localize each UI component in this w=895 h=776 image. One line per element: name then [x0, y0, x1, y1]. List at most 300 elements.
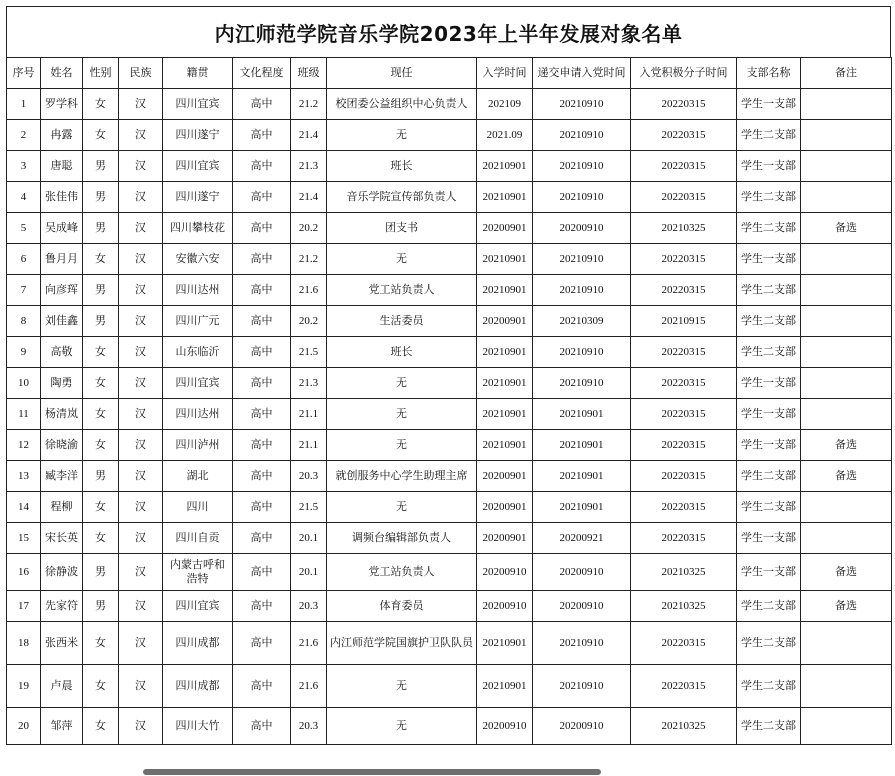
table-cell: 20210901 [533, 492, 631, 523]
table-cell: 校团委公益组织中心负责人 [327, 89, 477, 120]
table-cell: 高中 [233, 622, 291, 665]
table-cell: 四川大竹 [163, 708, 233, 745]
table-cell: 20210910 [533, 120, 631, 151]
table-cell: 女 [83, 665, 119, 708]
table-row [7, 430, 892, 461]
table-cell: 汉 [119, 430, 163, 461]
table-cell: 班长 [327, 151, 477, 182]
table-cell: 备选 [801, 591, 892, 622]
table-cell: 20200901 [477, 306, 533, 337]
table-cell: 20220315 [631, 120, 737, 151]
table-row [7, 622, 892, 665]
table-cell: 16 [7, 554, 41, 591]
horizontal-scrollbar[interactable] [143, 769, 601, 775]
table-cell: 汉 [119, 492, 163, 523]
table-cell: 党工站负责人 [327, 554, 477, 591]
table-cell: 程柳 [41, 492, 83, 523]
table-cell: 学生一支部 [737, 399, 801, 430]
table-row [7, 306, 892, 337]
column-header: 现任 [327, 58, 477, 89]
table-cell: 女 [83, 492, 119, 523]
table-cell: 四川宜宾 [163, 89, 233, 120]
table-cell: 四川达州 [163, 275, 233, 306]
table-cell: 女 [83, 244, 119, 275]
table-cell: 20210910 [533, 182, 631, 213]
table-cell: 20210910 [533, 622, 631, 665]
table-cell: 20220315 [631, 430, 737, 461]
table-row [7, 244, 892, 275]
table-cell: 学生一支部 [737, 244, 801, 275]
table-cell: 杨清岚 [41, 399, 83, 430]
column-header: 籍贯 [163, 58, 233, 89]
table-cell: 20210325 [631, 708, 737, 745]
table-cell [801, 182, 892, 213]
table-cell: 学生二支部 [737, 461, 801, 492]
table-cell: 备选 [801, 554, 892, 591]
table-row [7, 399, 892, 430]
table-cell: 20.2 [291, 306, 327, 337]
table-body [7, 89, 892, 745]
table-cell: 20220315 [631, 368, 737, 399]
table-cell: 汉 [119, 591, 163, 622]
column-header: 支部名称 [737, 58, 801, 89]
table-row [7, 554, 892, 591]
table-cell: 20.1 [291, 523, 327, 554]
table-cell: 20210325 [631, 554, 737, 591]
table-cell: 3 [7, 151, 41, 182]
table-cell: 高中 [233, 399, 291, 430]
table-cell: 学生二支部 [737, 182, 801, 213]
table-cell: 张西米 [41, 622, 83, 665]
table-cell: 学生二支部 [737, 708, 801, 745]
table-row [7, 89, 892, 120]
table-cell: 四川广元 [163, 306, 233, 337]
table-cell: 20.3 [291, 708, 327, 745]
table-cell: 湖北 [163, 461, 233, 492]
table-cell: 男 [83, 151, 119, 182]
column-header: 性别 [83, 58, 119, 89]
table-cell: 20200910 [533, 708, 631, 745]
table-cell: 四川遂宁 [163, 182, 233, 213]
table-cell: 女 [83, 708, 119, 745]
table-cell: 党工站负责人 [327, 275, 477, 306]
table-cell: 汉 [119, 622, 163, 665]
table-cell: 20210910 [533, 151, 631, 182]
table-row [7, 665, 892, 708]
table-cell [801, 89, 892, 120]
table-cell [801, 306, 892, 337]
table-cell: 20210901 [477, 244, 533, 275]
table-cell: 学生二支部 [737, 591, 801, 622]
table-cell: 高中 [233, 430, 291, 461]
table-cell: 汉 [119, 665, 163, 708]
table-cell [801, 151, 892, 182]
document-title: 内江师范学院音乐学院2023年上半年发展对象名单 [214, 21, 683, 46]
table-cell: 高中 [233, 244, 291, 275]
column-header: 备注 [801, 58, 892, 89]
table-cell [801, 399, 892, 430]
table-cell: 四川自贡 [163, 523, 233, 554]
table-cell: 四川成都 [163, 622, 233, 665]
table-cell: 20.1 [291, 554, 327, 591]
table-cell: 女 [83, 368, 119, 399]
table-cell: 高中 [233, 337, 291, 368]
table-cell: 20220315 [631, 151, 737, 182]
column-header: 姓名 [41, 58, 83, 89]
table-cell: 21.5 [291, 337, 327, 368]
table-cell: 学生一支部 [737, 430, 801, 461]
table-cell: 高中 [233, 368, 291, 399]
table-cell: 内蒙古呼和浩特 [163, 554, 233, 591]
column-header: 入学时间 [477, 58, 533, 89]
table-cell: 徐静波 [41, 554, 83, 591]
table-cell: 学生二支部 [737, 306, 801, 337]
table-cell: 学生一支部 [737, 554, 801, 591]
table-cell: 无 [327, 244, 477, 275]
table-cell: 汉 [119, 554, 163, 591]
table-cell: 19 [7, 665, 41, 708]
table-cell: 学生二支部 [737, 120, 801, 151]
table-cell: 汉 [119, 151, 163, 182]
table-cell: 14 [7, 492, 41, 523]
table-cell: 20210910 [533, 665, 631, 708]
column-header: 序号 [7, 58, 41, 89]
table-cell: 20210325 [631, 213, 737, 244]
table-cell: 四川 [163, 492, 233, 523]
table-cell: 四川成都 [163, 665, 233, 708]
table-cell: 宋长英 [41, 523, 83, 554]
table-cell: 21.6 [291, 665, 327, 708]
table-cell: 20210915 [631, 306, 737, 337]
table-cell: 20200901 [477, 492, 533, 523]
table-cell: 高中 [233, 306, 291, 337]
table-cell: 汉 [119, 120, 163, 151]
table-cell: 先家符 [41, 591, 83, 622]
table-cell: 音乐学院宣传部负责人 [327, 182, 477, 213]
table-row [7, 337, 892, 368]
table-cell: 冉露 [41, 120, 83, 151]
table-cell: 学生一支部 [737, 523, 801, 554]
table-cell: 20220315 [631, 89, 737, 120]
table-cell: 9 [7, 337, 41, 368]
table-cell: 21.2 [291, 244, 327, 275]
table-cell: 10 [7, 368, 41, 399]
table-cell: 学生二支部 [737, 492, 801, 523]
table-row [7, 523, 892, 554]
table-cell: 学生二支部 [737, 622, 801, 665]
table-cell: 20210901 [477, 622, 533, 665]
table-cell: 21.5 [291, 492, 327, 523]
column-header: 文化程度 [233, 58, 291, 89]
table-cell: 20220315 [631, 665, 737, 708]
table-cell: 高中 [233, 120, 291, 151]
table-cell: 20210901 [477, 275, 533, 306]
table-row [7, 708, 892, 745]
table-cell: 21.1 [291, 430, 327, 461]
table-cell: 无 [327, 708, 477, 745]
table-cell: 男 [83, 306, 119, 337]
table-row [7, 151, 892, 182]
table-cell: 四川达州 [163, 399, 233, 430]
table-cell: 四川宜宾 [163, 591, 233, 622]
table-cell: 高中 [233, 182, 291, 213]
table-cell: 汉 [119, 89, 163, 120]
column-header: 班级 [291, 58, 327, 89]
table-cell: 21.4 [291, 120, 327, 151]
table-cell: 2 [7, 120, 41, 151]
table-row [7, 591, 892, 622]
table-cell: 20.3 [291, 591, 327, 622]
table-cell: 20210901 [477, 430, 533, 461]
table-cell: 11 [7, 399, 41, 430]
roster-table [6, 57, 892, 745]
table-row [7, 461, 892, 492]
table-cell: 20210901 [477, 665, 533, 708]
table-cell: 陶勇 [41, 368, 83, 399]
table-cell: 团支书 [327, 213, 477, 244]
table-cell: 7 [7, 275, 41, 306]
table-cell: 20210910 [533, 244, 631, 275]
table-cell: 刘佳鑫 [41, 306, 83, 337]
table-cell: 20200910 [477, 591, 533, 622]
table-cell: 无 [327, 368, 477, 399]
table-cell: 山东临沂 [163, 337, 233, 368]
table-cell: 无 [327, 430, 477, 461]
table-cell: 高中 [233, 591, 291, 622]
table-cell [801, 275, 892, 306]
table-cell: 汉 [119, 708, 163, 745]
table-row [7, 213, 892, 244]
table-cell: 20210901 [477, 337, 533, 368]
table-cell: 20200910 [533, 591, 631, 622]
table-cell [801, 120, 892, 151]
table-cell: 20 [7, 708, 41, 745]
table-cell: 男 [83, 554, 119, 591]
table-cell: 高中 [233, 523, 291, 554]
table-cell: 卢晨 [41, 665, 83, 708]
table-cell: 学生一支部 [737, 89, 801, 120]
table-cell: 20210901 [477, 182, 533, 213]
table-cell: 学生二支部 [737, 275, 801, 306]
table-cell: 1 [7, 89, 41, 120]
table-cell [801, 492, 892, 523]
table-cell: 20220315 [631, 492, 737, 523]
table-cell: 汉 [119, 337, 163, 368]
table-cell: 20210325 [631, 591, 737, 622]
table-cell: 汉 [119, 368, 163, 399]
table-cell: 生活委员 [327, 306, 477, 337]
table-cell: 20210910 [533, 368, 631, 399]
table-cell: 女 [83, 120, 119, 151]
table-cell: 女 [83, 523, 119, 554]
table-cell: 20200910 [533, 213, 631, 244]
table-row [7, 492, 892, 523]
table-cell: 20210901 [477, 399, 533, 430]
table-cell: 6 [7, 244, 41, 275]
table-cell: 20220315 [631, 275, 737, 306]
table-cell: 20.3 [291, 461, 327, 492]
table-cell: 鲁月月 [41, 244, 83, 275]
table-cell: 张佳伟 [41, 182, 83, 213]
table-cell: 20200910 [477, 554, 533, 591]
table-cell: 邹萍 [41, 708, 83, 745]
table-cell: 20220315 [631, 461, 737, 492]
table-cell: 内江师范学院国旗护卫队队员 [327, 622, 477, 665]
table-cell: 4 [7, 182, 41, 213]
table-cell: 汉 [119, 244, 163, 275]
table-cell: 20220315 [631, 337, 737, 368]
table-cell: 学生一支部 [737, 151, 801, 182]
table-cell [801, 665, 892, 708]
table-cell: 21.6 [291, 275, 327, 306]
table-row [7, 368, 892, 399]
table-cell: 高中 [233, 89, 291, 120]
table-cell: 2021.09 [477, 120, 533, 151]
table-cell: 无 [327, 492, 477, 523]
table-cell: 安徽六安 [163, 244, 233, 275]
table-cell: 20210910 [533, 89, 631, 120]
table-cell: 高中 [233, 708, 291, 745]
table-cell: 高中 [233, 554, 291, 591]
table-cell: 20200910 [477, 708, 533, 745]
table-cell: 汉 [119, 306, 163, 337]
table-cell: 高中 [233, 213, 291, 244]
table-cell: 臧李洋 [41, 461, 83, 492]
table-cell: 高敬 [41, 337, 83, 368]
table-cell: 男 [83, 182, 119, 213]
table-cell: 20210901 [477, 368, 533, 399]
table-cell: 学生一支部 [737, 368, 801, 399]
table-cell: 8 [7, 306, 41, 337]
table-cell: 四川泸州 [163, 430, 233, 461]
table-cell: 备选 [801, 213, 892, 244]
table-cell: 21.3 [291, 368, 327, 399]
table-cell: 20200910 [533, 554, 631, 591]
table-cell: 20210901 [533, 430, 631, 461]
table-cell: 无 [327, 665, 477, 708]
table-cell: 20210910 [533, 275, 631, 306]
table-cell: 女 [83, 622, 119, 665]
table-cell: 20220315 [631, 182, 737, 213]
table-cell: 学生二支部 [737, 337, 801, 368]
table-cell: 20200901 [477, 213, 533, 244]
table-cell: 12 [7, 430, 41, 461]
table-cell: 女 [83, 399, 119, 430]
table-row [7, 275, 892, 306]
table-cell: 20200901 [477, 523, 533, 554]
table-cell: 高中 [233, 275, 291, 306]
table-cell: 汉 [119, 275, 163, 306]
table-cell: 女 [83, 337, 119, 368]
table-cell [801, 244, 892, 275]
table-cell: 调频台编辑部负责人 [327, 523, 477, 554]
table-cell: 18 [7, 622, 41, 665]
table-cell: 四川遂宁 [163, 120, 233, 151]
table-cell: 17 [7, 591, 41, 622]
table-cell: 21.3 [291, 151, 327, 182]
table-cell: 20220315 [631, 523, 737, 554]
table-cell: 20210910 [533, 337, 631, 368]
table-cell: 20210309 [533, 306, 631, 337]
table-cell: 男 [83, 591, 119, 622]
table-cell: 5 [7, 213, 41, 244]
table-cell: 无 [327, 120, 477, 151]
table-cell: 20210901 [533, 461, 631, 492]
table-cell: 20210901 [533, 399, 631, 430]
table-cell: 学生二支部 [737, 213, 801, 244]
table-cell: 202109 [477, 89, 533, 120]
table-cell: 就创服务中心学生助理主席 [327, 461, 477, 492]
table-cell: 吴成峰 [41, 213, 83, 244]
table-cell: 四川宜宾 [163, 151, 233, 182]
table-cell: 21.6 [291, 622, 327, 665]
table-cell: 备选 [801, 430, 892, 461]
table-cell: 20200921 [533, 523, 631, 554]
table-cell: 20220315 [631, 622, 737, 665]
table-cell: 20210901 [477, 151, 533, 182]
table-row [7, 182, 892, 213]
table-cell: 高中 [233, 151, 291, 182]
column-header: 入党积极分子时间 [631, 58, 737, 89]
table-cell [801, 337, 892, 368]
table-cell: 女 [83, 89, 119, 120]
table-cell [801, 368, 892, 399]
table-cell: 20220315 [631, 399, 737, 430]
table-cell: 男 [83, 461, 119, 492]
table-cell: 21.2 [291, 89, 327, 120]
title-row [6, 6, 891, 57]
column-header: 递交申请入党时间 [533, 58, 631, 89]
table-cell: 汉 [119, 523, 163, 554]
table-cell: 男 [83, 213, 119, 244]
table-cell: 徐晓渝 [41, 430, 83, 461]
table-cell: 罗学科 [41, 89, 83, 120]
table-cell [801, 708, 892, 745]
table-cell: 高中 [233, 492, 291, 523]
table-cell: 四川攀枝花 [163, 213, 233, 244]
table-cell: 高中 [233, 461, 291, 492]
table-cell: 20200901 [477, 461, 533, 492]
table-cell: 班长 [327, 337, 477, 368]
table-cell: 汉 [119, 399, 163, 430]
table-row [7, 120, 892, 151]
table-header-row [7, 58, 892, 89]
table-cell: 四川宜宾 [163, 368, 233, 399]
table-cell: 汉 [119, 213, 163, 244]
table-cell: 女 [83, 430, 119, 461]
column-header: 民族 [119, 58, 163, 89]
table-cell: 汉 [119, 182, 163, 213]
table-cell [801, 523, 892, 554]
table-cell: 唐聪 [41, 151, 83, 182]
table-cell: 学生二支部 [737, 665, 801, 708]
table-cell [801, 622, 892, 665]
table-cell: 20220315 [631, 244, 737, 275]
table-cell: 无 [327, 399, 477, 430]
table-cell: 备选 [801, 461, 892, 492]
table-cell: 体育委员 [327, 591, 477, 622]
table-cell: 汉 [119, 461, 163, 492]
table-cell: 向彦珲 [41, 275, 83, 306]
table-cell: 20.2 [291, 213, 327, 244]
table-cell: 15 [7, 523, 41, 554]
table-cell: 13 [7, 461, 41, 492]
table-cell: 男 [83, 275, 119, 306]
table-cell: 21.4 [291, 182, 327, 213]
table-cell: 21.1 [291, 399, 327, 430]
roster-sheet [6, 6, 891, 745]
table-cell: 高中 [233, 665, 291, 708]
